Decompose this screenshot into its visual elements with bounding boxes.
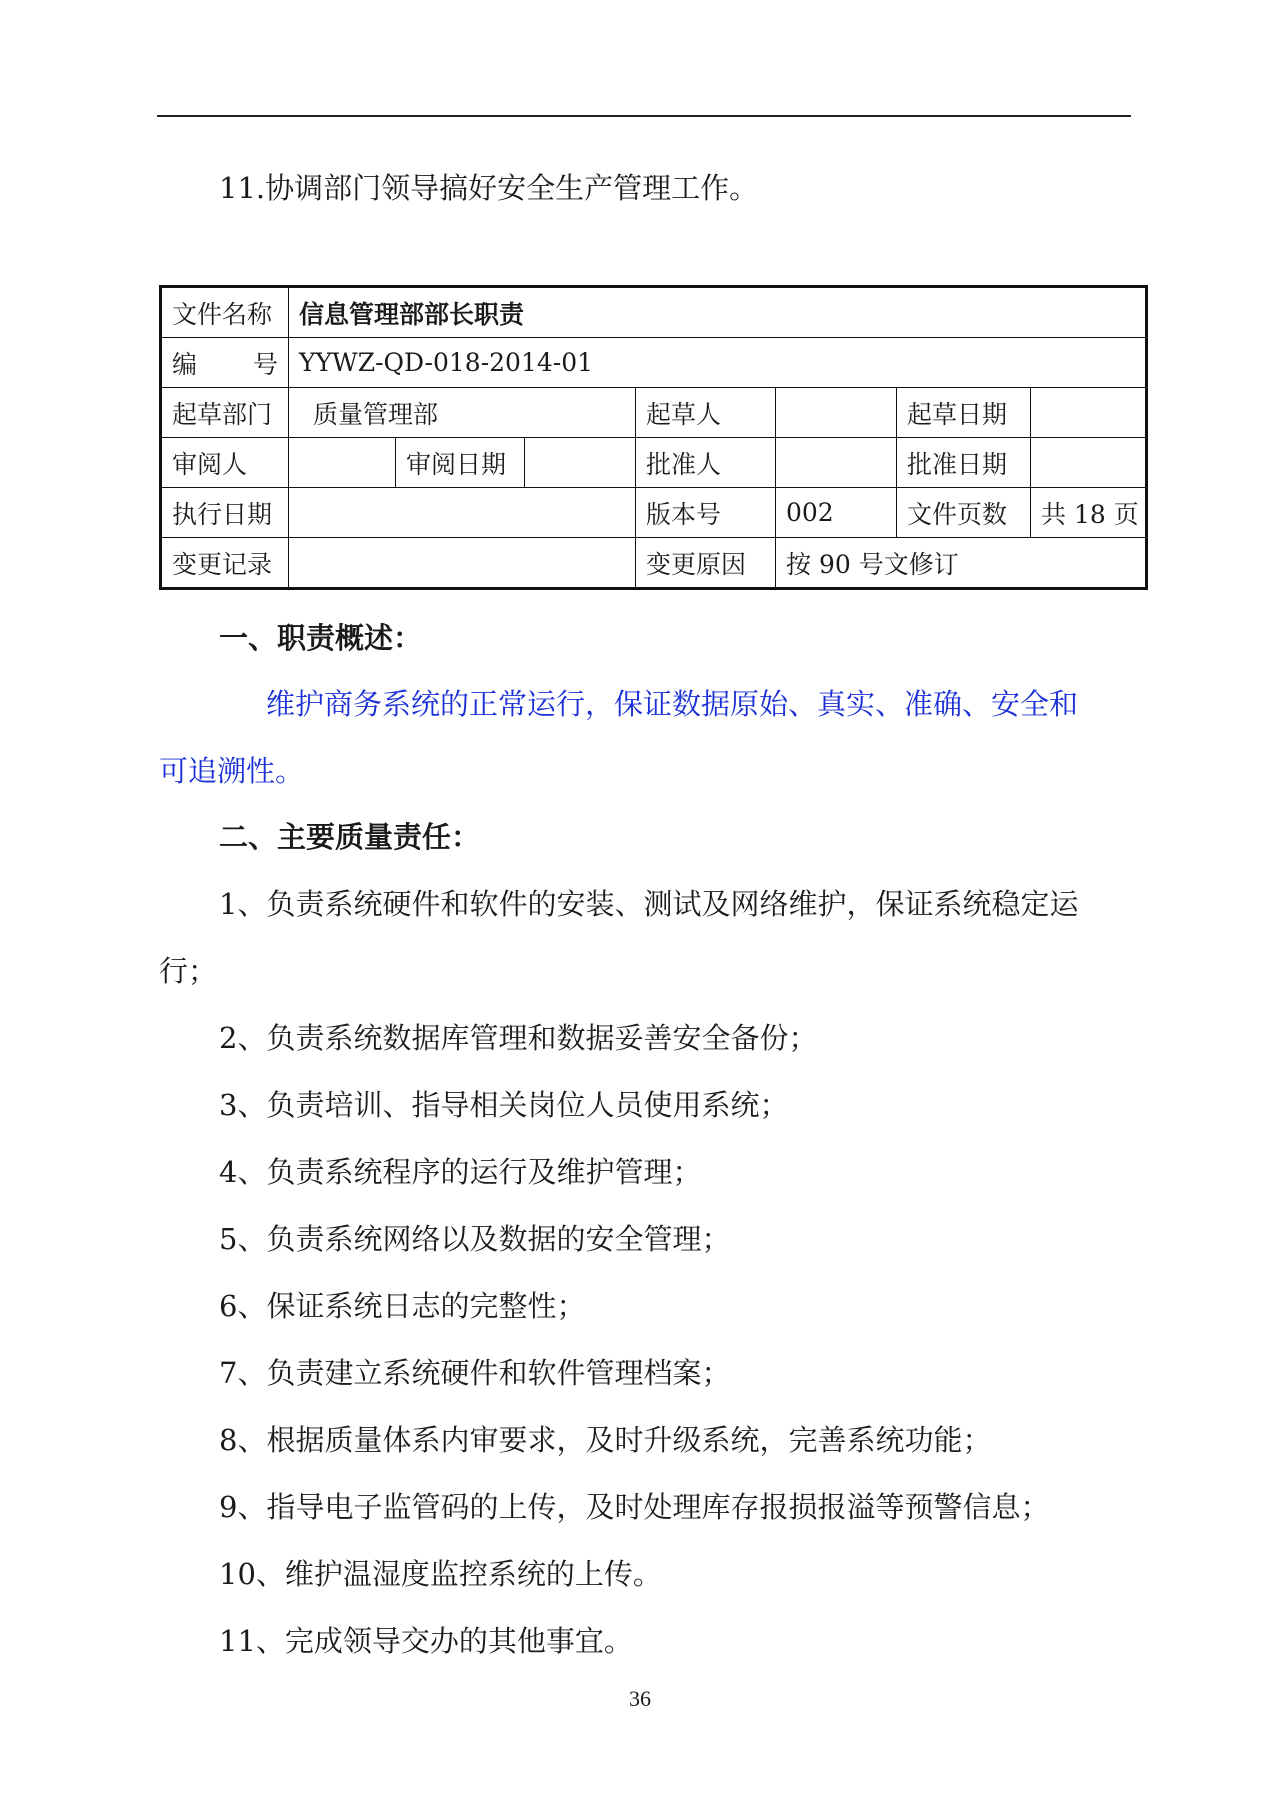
reviewer-label: 审阅人 <box>161 438 289 488</box>
draft-date-label: 起草日期 <box>897 388 1031 438</box>
section-1-text-line-1: 维护商务系统的正常运行，保证数据原始、真实、准确、安全和 <box>266 687 1079 721</box>
approval-date-value <box>1031 438 1147 488</box>
list-item-8: 8、根据质量体系内审要求，及时升级系统，完善系统功能； <box>219 1423 992 1457</box>
version-label: 版本号 <box>636 488 776 538</box>
number-label <box>161 338 289 388</box>
number-label-right: 号 <box>252 349 278 379</box>
drafter-label: 起草人 <box>636 388 776 438</box>
number-value: YYWZ-QD-018-2014-01 <box>289 338 1147 388</box>
execution-date-label: 执行日期 <box>161 488 289 538</box>
list-item-6: 6、保证系统日志的完整性； <box>219 1289 586 1323</box>
section-2-heading: 二、主要质量责任： <box>219 820 481 854</box>
list-item-4: 4、负责系统程序的运行及维护管理； <box>219 1155 702 1189</box>
previous-item-11: 11.协调部门领导搞好安全生产管理工作。 <box>219 171 759 205</box>
list-item-11: 11、完成领导交办的其他事宜。 <box>219 1624 633 1658</box>
list-item-1-line-1: 1、负责系统硬件和软件的安装、测试及网络维护，保证系统稳定运 <box>219 887 1079 921</box>
review-date-value <box>525 438 636 488</box>
list-item-5: 5、负责系统网络以及数据的安全管理； <box>219 1222 731 1256</box>
draft-dept-label: 起草部门 <box>161 388 289 438</box>
page-count-value: 共 18 页 <box>1031 488 1147 538</box>
list-item-3: 3、负责培训、指导相关岗位人员使用系统； <box>219 1088 789 1122</box>
document-info-table <box>159 285 1148 590</box>
list-item-1-line-2: 行； <box>159 954 218 988</box>
section-1-heading: 一、职责概述： <box>219 621 423 655</box>
list-item-10: 10、维护温湿度监控系统的上传。 <box>219 1557 662 1591</box>
list-item-2: 2、负责系统数据库管理和数据妥善安全备份； <box>219 1021 818 1055</box>
version-value: 002 <box>776 488 897 538</box>
page-number: 36 <box>629 1686 651 1711</box>
number-label-left: 编 <box>172 349 198 379</box>
file-name-value: 信息管理部部长职责 <box>289 287 1147 338</box>
list-item-7: 7、负责建立系统硬件和软件管理档案； <box>219 1356 731 1390</box>
table-row-change <box>161 538 1147 589</box>
change-reason-value: 按 90 号文修订 <box>776 538 1147 589</box>
table-row-execution <box>161 488 1147 538</box>
change-record-label: 变更记录 <box>161 538 289 589</box>
header-rule <box>157 115 1131 117</box>
execution-date-value <box>289 488 636 538</box>
table-row-draft <box>161 388 1147 438</box>
table-row-number <box>161 338 1147 388</box>
approver-label: 批准人 <box>636 438 776 488</box>
draft-date-value <box>1031 388 1147 438</box>
section-1-text-line-2: 可追溯性。 <box>159 754 305 788</box>
table-row-review <box>161 438 1147 488</box>
review-date-label: 审阅日期 <box>396 438 525 488</box>
approval-date-label: 批准日期 <box>897 438 1031 488</box>
change-reason-label: 变更原因 <box>636 538 776 589</box>
file-name-label: 文件名称 <box>161 287 289 338</box>
page-count-label: 文件页数 <box>897 488 1031 538</box>
change-record-value <box>289 538 636 589</box>
table-row-file-name <box>161 287 1147 338</box>
drafter-value <box>776 388 897 438</box>
approver-value <box>776 438 897 488</box>
reviewer-value <box>289 438 396 488</box>
draft-dept-value: 质量管理部 <box>289 388 636 438</box>
list-item-9: 9、指导电子监管码的上传，及时处理库存报损报溢等预警信息； <box>219 1490 1050 1524</box>
